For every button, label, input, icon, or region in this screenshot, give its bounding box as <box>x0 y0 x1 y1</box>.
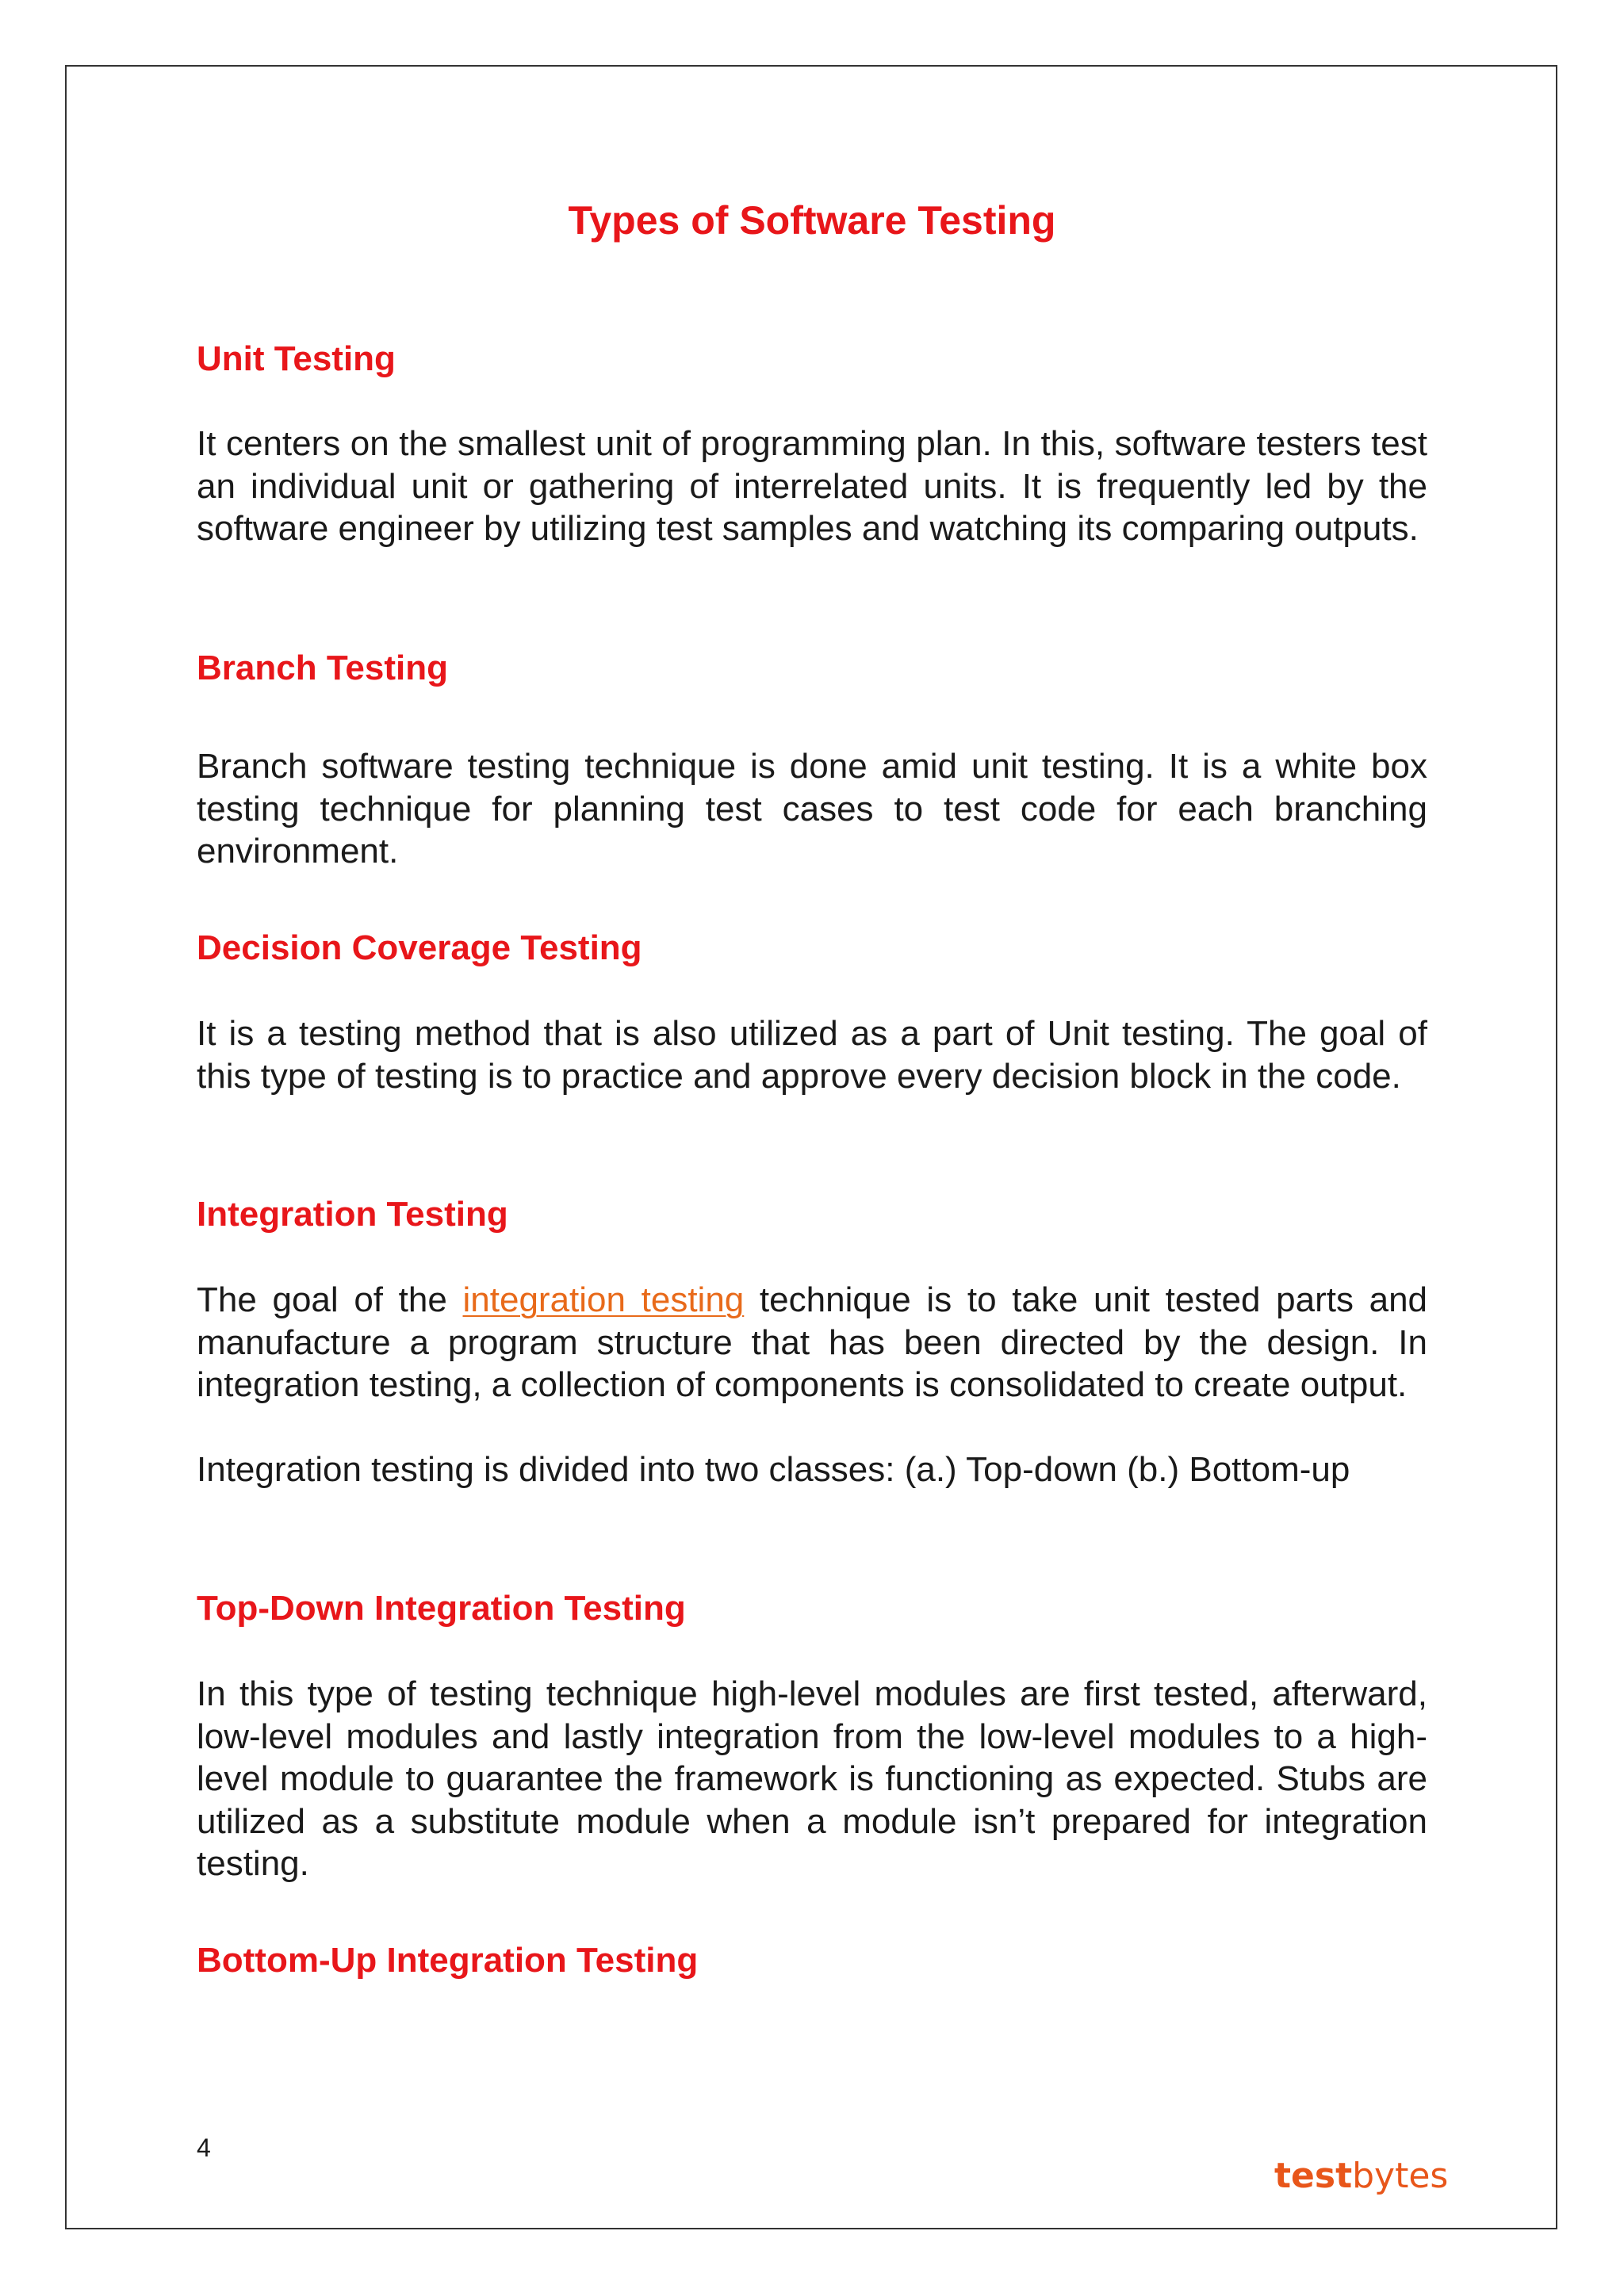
section-body-integration-classes: Integration testing is divided into two classes: (a.) Top-down (b.) Bottom-up <box>197 1450 1350 1489</box>
section-body-top-down-integration-testing: In this type of testing technique high-level modules are first tested, afterward, low-level modules and lastly integration from the low-level modules to a high-level module to guarantee the framework is functioning as expected. Stubs are utilized as a substitute module when a module isn’t prepared for integration testing. <box>197 1674 1427 1883</box>
section-heading-decision-coverage-testing: Decision Coverage Testing <box>197 928 642 967</box>
page-frame <box>65 65 1557 2229</box>
integration-body-rest: technique is to take unit tested parts and manufacture a program structure that has been directed by the design. In integration testing, a collection of components is consolidated to create output. <box>197 1280 1428 1404</box>
section-body-unit-testing: It centers on the smallest unit of programming plan. In this, software testers test an individual unit or gathering of interrelated units. It is frequently led by the software engineer by utilizing test samples and watching its comparing outputs. <box>197 424 1427 548</box>
logo-text-bold: test <box>1274 2156 1353 2196</box>
integration-body-lead: The goal of the <box>197 1280 463 1319</box>
section-heading-top-down-integration-testing: Top-Down Integration Testing <box>197 1589 686 1628</box>
section-body-decision-coverage-testing: It is a testing method that is also utilized as a part of Unit testing. The goal of this type of testing is to practice and approve every decision block in the code. <box>197 1014 1427 1096</box>
logo-text-light: bytes <box>1352 2156 1449 2196</box>
section-heading-bottom-up-integration-testing: Bottom-Up Integration Testing <box>197 1941 699 1980</box>
document-title: Types of Software Testing <box>568 198 1056 243</box>
integration-testing-link[interactable]: integration testing <box>462 1280 745 1319</box>
page-number: 4 <box>197 2133 211 2162</box>
section-heading-integration-testing: Integration Testing <box>197 1195 508 1234</box>
testbytes-logo <box>1274 2154 1448 2198</box>
section-heading-branch-testing: Branch Testing <box>197 649 449 687</box>
section-body-branch-testing: Branch software testing technique is done amid unit testing. It is a white box testing technique for planning test cases to test code for each branching environment. <box>197 747 1427 871</box>
section-heading-unit-testing: Unit Testing <box>197 339 396 378</box>
section-body-integration-testing <box>197 1279 1427 1406</box>
